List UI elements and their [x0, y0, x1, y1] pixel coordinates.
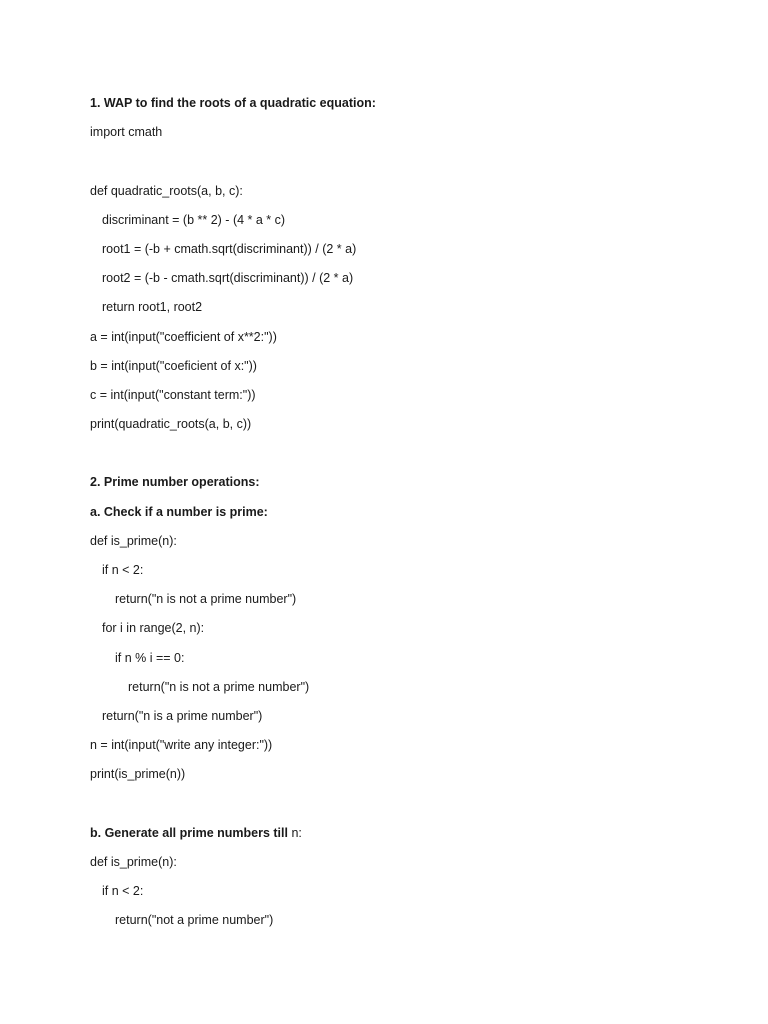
code-line: return("n is not a prime number"): [115, 592, 297, 607]
code-line: return("not a prime number"): [115, 913, 274, 928]
code-line: root1 = (-b + cmath.sqrt(discriminant)) / (2 * a): [102, 241, 357, 256]
subsection-b-heading-bold: b. Generate all prime numbers till: [90, 825, 288, 840]
code-line: n = int(input("write any integer:")): [90, 738, 273, 753]
subsection-b-heading: [90, 820, 690, 849]
document-body: [90, 90, 690, 936]
code-line: for i in range(2, n):: [102, 621, 205, 636]
code-line: import cmath: [90, 125, 163, 140]
code-line: c = int(input("constant term:")): [90, 387, 256, 402]
code-line: discriminant = (b ** 2) - (4 * a * c): [102, 212, 286, 227]
code-line: def quadratic_roots(a, b, c):: [90, 183, 243, 198]
section-1-heading: 1. WAP to find the roots of a quadratic equation:: [90, 96, 376, 110]
code-line: return("n is not a prime number"): [128, 679, 310, 694]
code-line: def is_prime(n):: [90, 854, 177, 869]
code-line: if n < 2:: [102, 563, 144, 577]
code-line: return root1, root2: [102, 300, 203, 315]
blank-line: [90, 440, 690, 469]
code-line: return("n is a prime number"): [102, 708, 263, 723]
code-line: print(quadratic_roots(a, b, c)): [90, 417, 252, 432]
blank-line: [90, 148, 690, 177]
section-2-heading: 2. Prime number operations:: [90, 475, 260, 490]
subsection-a-heading: a. Check if a number is prime:: [90, 504, 268, 519]
code-line: if n % i == 0:: [115, 650, 185, 665]
code-line: a = int(input("coefficient of x**2:")): [90, 329, 277, 344]
code-line: if n < 2:: [102, 884, 144, 899]
code-line: def is_prime(n):: [90, 533, 177, 548]
code-line: print(is_prime(n)): [90, 767, 186, 782]
blank-line: [90, 791, 690, 820]
code-line: root2 = (-b - cmath.sqrt(discriminant)) / (2 * a): [102, 271, 354, 286]
code-line: b = int(input("coeficient of x:")): [90, 358, 257, 373]
subsection-b-heading-rest: n:: [287, 825, 302, 840]
